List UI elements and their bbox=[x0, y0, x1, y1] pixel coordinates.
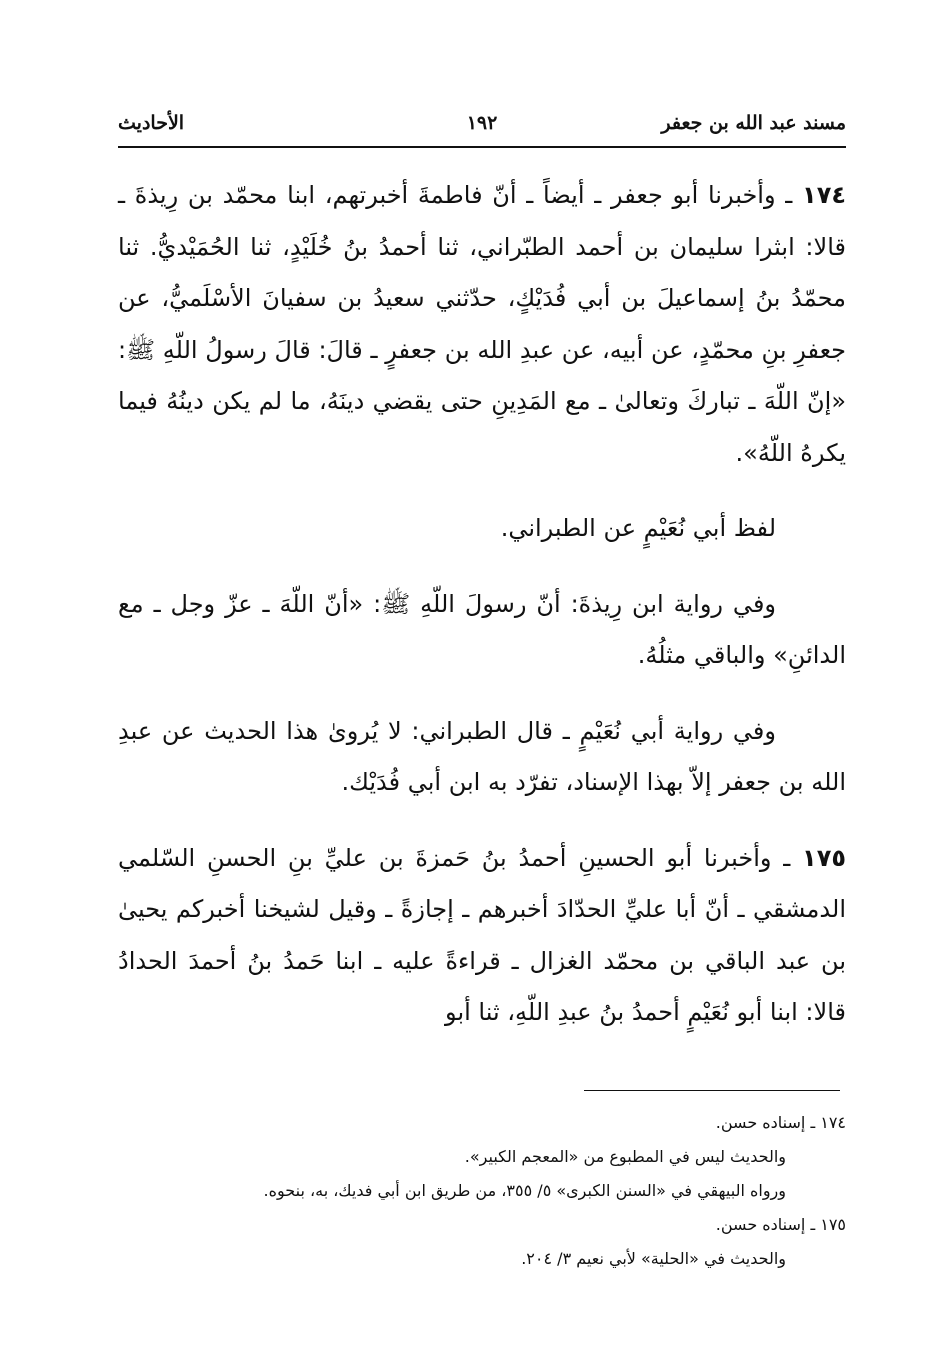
header-section-title: الأحاديث bbox=[118, 112, 185, 134]
running-header bbox=[118, 112, 846, 146]
page-number: ١٩٢ bbox=[466, 112, 498, 134]
hadith-175-text: ـ وأخبرنا أبو الحسينِ أحمدُ بنُ حَمزةَ بن عليِّ بنِ الحسنِ السّلمي الدمشقي ـ أنّ أبا عليِّ الحدّادَ أخبرهم ـ إجازةً ـ وقيل لشيخنا أخبركم يحيىٰ بن عبد الباقي بن محمّد الغزال ـ قراءةً عليه ـ ابنا حَمدُ بنُ أحمدَ الحدادُ قالا: ابنا أبو نُعَيْمٍ أحمدُ بنُ عبدِ اللّهِ، ثنا أبو bbox=[118, 843, 846, 1026]
footnote-175-grade: ١٧٥ ـ إسناده حسن. bbox=[715, 1215, 846, 1234]
paragraph-abu-nuaym-narration: وفي رواية أبي نُعَيْمٍ ـ قال الطبراني: لا يُروىٰ هذا الحديث عن عبدِ الله بن جعفر إلاّ بهذا الإسناد، تفرّد به ابن أبي فُدَيْك. bbox=[118, 716, 846, 796]
hadith-174-text: ـ وأخبرنا أبو جعفر ـ أيضاً ـ أنّ فاطمةَ أخبرتهم، ابنا محمّد بن رِيذةَ ـ قالا: ابثرا سليمان بن أحمد الطبّراني، ثنا أحمدُ بنُ خُلَيْدٍ، ثنا الحُمَيْديُّ. ثنا محمّدُ بنُ إسماعيلَ بن أبي فُدَيْكٍ، حدّثني سعيدُ بن سفيانَ الأسْلَميُّ، عن جعفرِ بنِ محمّدٍ، عن أبيه، عن عبدِ الله بن جعفرٍ ـ قالَ: قالَ رسولُ اللّهِ ﷺ: «إنّ اللّهَ ـ تباركَ وتعالىٰ ـ مع المَدِينِ حتى يقضي دينَهُ، ما لم يكن دينُهُ فيما يكرهُ اللّهُ». bbox=[118, 181, 846, 467]
footnote-175-source: والحديث في «الحلية» لأبي نعيم ٣/ ٢٠٤. bbox=[521, 1249, 786, 1268]
footnote-174-grade: ١٧٤ ـ إسناده حسن. bbox=[715, 1113, 846, 1132]
paragraph-wording-note: لفظ أبي نُعَيْمٍ عن الطبراني. bbox=[500, 514, 776, 542]
footnotes bbox=[118, 1106, 846, 1276]
footnote-rule bbox=[584, 1090, 840, 1091]
hadith-number-174: ١٧٤ bbox=[802, 181, 846, 209]
footnote-174-source: والحديث ليس في المطبوع من «المعجم الكبير». bbox=[464, 1147, 786, 1166]
footnote-174-bayhaqi: ورواه البيهقي في «السنن الكبرى» ٥/ ٣٥٥، من طريق ابن أبي فديك، به، بنحوه. bbox=[263, 1181, 786, 1200]
paragraph-ibn-ridha-narration: وفي رواية ابن رِيذةَ: أنّ رسولَ اللّهِ ﷺ: «أنّ اللّهَ ـ عزّ وجل ـ مع الدائنِ» والباقي مثلُهُ. bbox=[118, 589, 846, 669]
header-rule bbox=[118, 146, 846, 148]
hadith-174 bbox=[118, 170, 846, 479]
hadith-175 bbox=[118, 833, 846, 1039]
hadith-number-175: ١٧٥ bbox=[802, 843, 846, 872]
header-book-title: مسند عبد الله بن جعفر bbox=[661, 112, 846, 134]
main-text bbox=[118, 170, 846, 1063]
